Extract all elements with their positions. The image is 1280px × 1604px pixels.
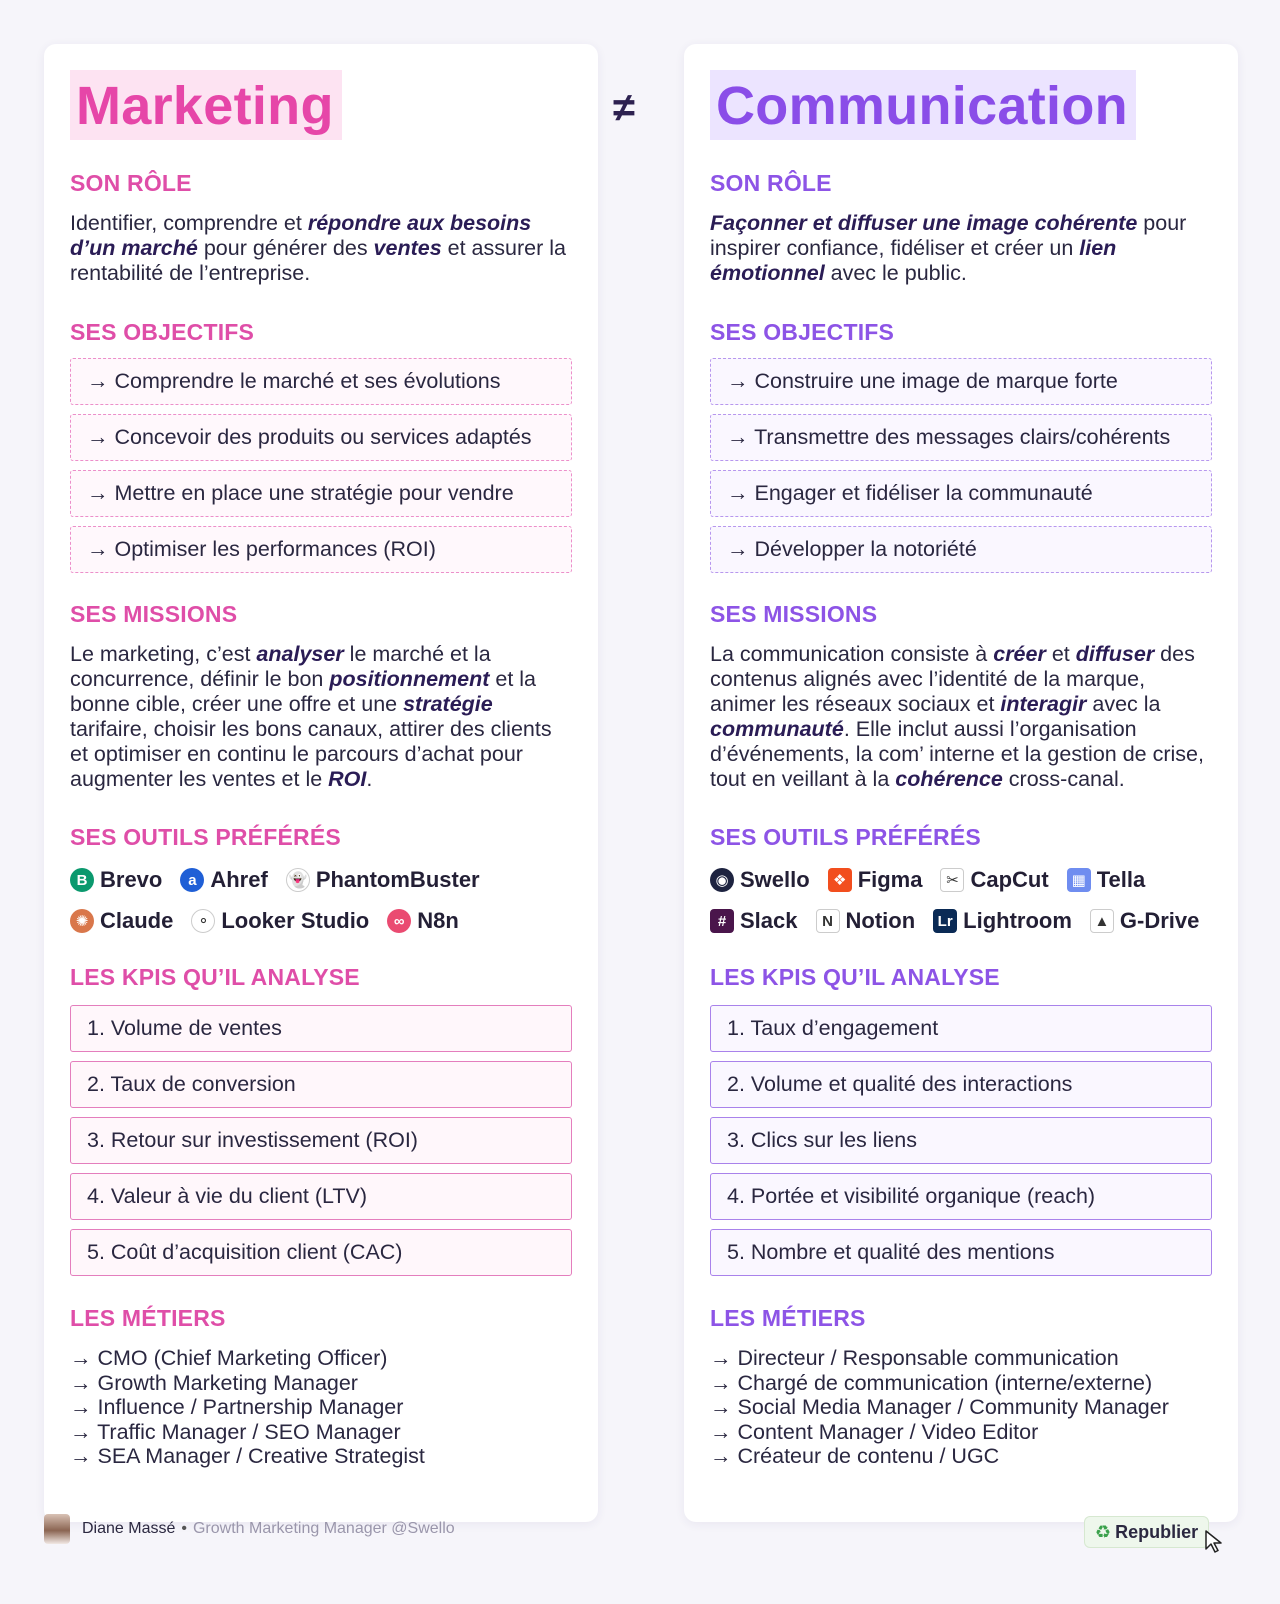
author-name[interactable]: Diane Massé [82, 1520, 176, 1537]
tool-notion [816, 908, 916, 934]
tool-label: Lightroom [963, 908, 1072, 933]
gdrive-icon: ▲ [1090, 909, 1114, 933]
tool-ahref [180, 867, 267, 893]
notion-icon: N [816, 909, 840, 933]
tool-label: Ahref [210, 867, 268, 892]
marketing-title-highlight [70, 70, 342, 140]
marketing-tools-row-2 [70, 906, 572, 936]
tool-label: Brevo [100, 867, 163, 892]
communication-title-highlight [710, 70, 1136, 140]
marketing-title: Marketing [76, 76, 334, 136]
communication-objectives-list [710, 358, 1212, 573]
communication-missions-text: La communication consiste à créer et diffuser des contenus alignés avec l’identité de la marque, animer les réseaux sociaux et interagir avec la communauté. Elle inclut aussi l’organisation d’événements, la com’ interne et la gestion de crise, tout en veillant à la cohérence cross-canal. [710, 642, 1204, 791]
communication-kpis-title: LES KPIS QU’IL ANALYSE [710, 964, 1000, 990]
mouse-cursor-icon [1204, 1530, 1226, 1554]
tool-label: Looker Studio [221, 908, 370, 933]
communication-objective-item: → Engager et fidéliser la communauté [710, 470, 1212, 517]
tool-lightroom [933, 908, 1072, 934]
communication-jobs-list [710, 1346, 1212, 1469]
author-role: Growth Marketing Manager @Swello [192, 1520, 455, 1537]
communication-objective-item: → Développer la notoriété [710, 526, 1212, 573]
marketing-role-title: SON RÔLE [70, 170, 192, 196]
marketing-objective-item: → Mettre en place une stratégie pour vendre [70, 470, 572, 517]
communication-tools-row-1 [710, 865, 1212, 895]
n8n-icon: ∞ [387, 909, 411, 933]
claude-icon: ✺ [70, 909, 94, 933]
marketing-kpi-item: 1. Volume de ventes [70, 1005, 572, 1052]
figma-icon: ❖ [828, 868, 852, 892]
ahref-icon: a [180, 868, 204, 892]
communication-kpi-item: 4. Portée et visibilité organique (reach) [710, 1173, 1212, 1220]
marketing-objectives-title: SES OBJECTIFS [70, 319, 255, 345]
tool-brevo [70, 867, 162, 893]
lightroom-icon: Lr [933, 909, 957, 933]
looker-studio-icon: ⚬ [191, 909, 215, 933]
tool-label: G-Drive [1119, 908, 1200, 933]
marketing-missions-text: Le marketing, c’est analyser le marché et la concurrence, définir le bon positionnement et la bonne cible, créer une offre et une stratégie tarifaire, choisir les bons canaux, attirer des clients et optimiser en continu le parcours d’achat pour augmenter les ventes et le ROI. [70, 642, 552, 791]
avatar[interactable] [44, 1514, 70, 1544]
marketing-kpi-list [70, 1005, 572, 1276]
marketing-role-text: Identifier, comprendre et répondre aux besoins d’un marché pour générer des ventes et assurer la rentabilité de l’entreprise. [70, 211, 566, 285]
communication-job-item: → Créateur de contenu / UGC [710, 1444, 1000, 1468]
communication-objective-item: → Transmettre des messages clairs/cohérents [710, 414, 1212, 461]
marketing-tools-row-1 [70, 865, 572, 895]
communication-missions-title: SES MISSIONS [710, 601, 878, 627]
communication-tools-title: SES OUTILS PRÉFÉRÉS [710, 824, 981, 850]
marketing-kpis-title: LES KPIS QU’IL ANALYSE [70, 964, 360, 990]
marketing-objective-item: → Concevoir des produits ou services adaptés [70, 414, 572, 461]
tool-slack [710, 908, 798, 934]
marketing-kpi-item: 4. Valeur à vie du client (LTV) [70, 1173, 572, 1220]
communication-objective-item: → Construire une image de marque forte [710, 358, 1212, 405]
not-equal-symbol: ≠ [613, 86, 635, 130]
communication-kpi-item: 3. Clics sur les liens [710, 1117, 1212, 1164]
tool-label: PhantomBuster [315, 867, 480, 892]
tool-n8n [387, 908, 459, 934]
marketing-objective-item: → Optimiser les performances (ROI) [70, 526, 572, 573]
tool-looker-studio [191, 908, 369, 934]
marketing-job-item: → Traffic Manager / SEO Manager [70, 1419, 401, 1444]
communication-kpi-list [710, 1005, 1212, 1276]
tool-claude [70, 908, 173, 934]
brevo-icon: B [70, 868, 94, 892]
communication-title: Communication [716, 76, 1128, 136]
tool-tella [1067, 867, 1146, 893]
author-footer [44, 1512, 455, 1546]
tool-label: Claude [100, 908, 174, 933]
recycle-icon: ♻ [1095, 1521, 1112, 1542]
swello-icon: ◉ [710, 868, 734, 892]
tool-label: Notion [845, 908, 916, 933]
communication-jobs-title: LES MÉTIERS [710, 1305, 866, 1331]
communication-card [684, 44, 1238, 1522]
tella-icon: ▦ [1067, 868, 1091, 892]
tool-capcut [940, 867, 1048, 893]
marketing-objective-item: → Comprendre le marché et ses évolutions [70, 358, 572, 405]
communication-job-item: → Social Media Manager / Community Manager [710, 1395, 1169, 1419]
tool-label: CapCut [970, 867, 1049, 892]
marketing-missions-title: SES MISSIONS [70, 601, 238, 627]
tool-label: Figma [857, 867, 923, 892]
communication-job-item: → Chargé de communication (interne/externe) [710, 1370, 1153, 1395]
communication-tools-row-2 [710, 906, 1212, 936]
marketing-jobs-title: LES MÉTIERS [70, 1305, 226, 1331]
communication-kpi-item: 1. Taux d’engagement [710, 1005, 1212, 1052]
phantombuster-icon: 👻 [286, 868, 310, 892]
tool-label: Tella [1096, 867, 1146, 892]
tool-swello [710, 867, 810, 893]
marketing-objectives-list [70, 358, 572, 573]
communication-kpi-item: 2. Volume et qualité des interactions [710, 1061, 1212, 1108]
marketing-kpi-item: 2. Taux de conversion [70, 1061, 572, 1108]
tool-label: Swello [740, 867, 810, 892]
separator-dot: • [181, 1520, 187, 1537]
tool-label: N8n [417, 908, 459, 933]
tool-figma [828, 867, 923, 893]
capcut-icon: ✂ [940, 868, 964, 892]
marketing-kpi-item: 3. Retour sur investissement (ROI) [70, 1117, 572, 1164]
communication-job-item: → Directeur / Responsable communication [710, 1346, 1119, 1370]
communication-objectives-title: SES OBJECTIFS [710, 319, 895, 345]
marketing-job-item: → Influence / Partnership Manager [70, 1395, 404, 1419]
tool-g-drive [1090, 908, 1199, 934]
marketing-job-item: → CMO (Chief Marketing Officer) [70, 1346, 388, 1370]
marketing-jobs-list [70, 1346, 572, 1469]
marketing-job-item: → SEA Manager / Creative Strategist [70, 1444, 425, 1468]
marketing-job-item: → Growth Marketing Manager [70, 1370, 358, 1395]
marketing-tools-title: SES OUTILS PRÉFÉRÉS [70, 824, 341, 850]
slack-icon: # [710, 909, 734, 933]
marketing-kpi-item: 5. Coût d’acquisition client (CAC) [70, 1229, 572, 1276]
tool-phantombuster [286, 867, 480, 893]
communication-job-item: → Content Manager / Video Editor [710, 1419, 1039, 1444]
marketing-card [44, 44, 598, 1522]
communication-role-title: SON RÔLE [710, 170, 832, 196]
tool-label: Slack [740, 908, 798, 933]
repost-button[interactable] [1084, 1516, 1209, 1548]
communication-role-text: Façonner et diffuser une image cohérente pour inspirer confiance, fidéliser et créer un lien émotionnel avec le public. [710, 211, 1187, 285]
communication-kpi-item: 5. Nombre et qualité des mentions [710, 1229, 1212, 1276]
repost-label: Republier [1115, 1521, 1199, 1542]
